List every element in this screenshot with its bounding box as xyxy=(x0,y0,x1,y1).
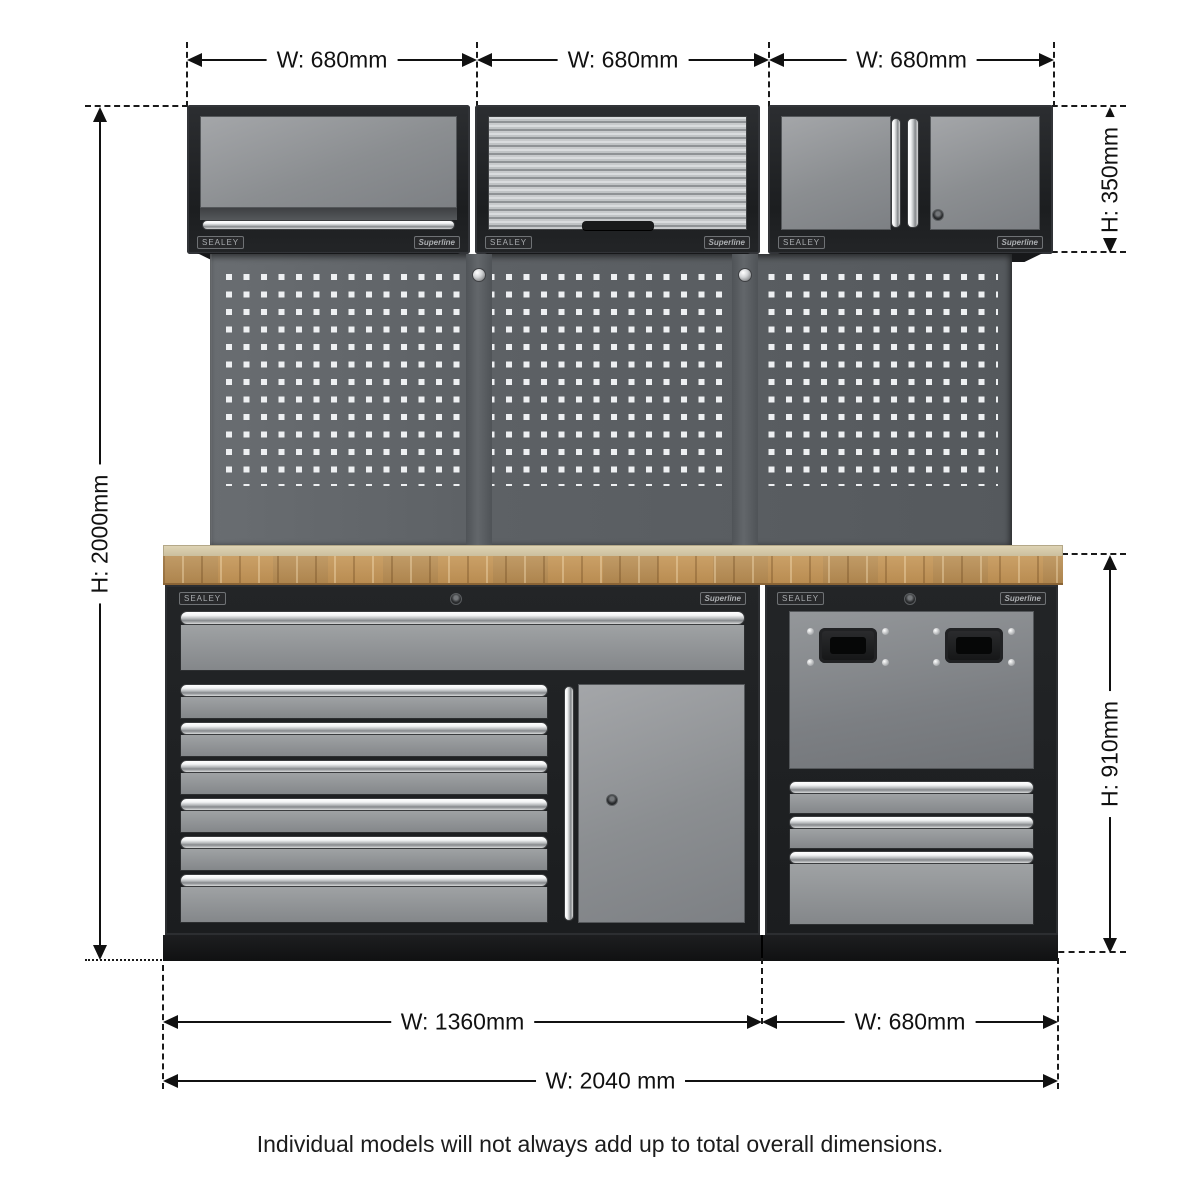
keyhole xyxy=(606,794,618,806)
drawer-front xyxy=(789,864,1034,925)
drawer xyxy=(180,760,548,795)
door-lower-trim xyxy=(200,208,457,220)
drawer-handle xyxy=(180,836,548,849)
screw xyxy=(882,628,889,635)
series-badge: Superline xyxy=(997,236,1043,249)
pegboard-seam xyxy=(466,254,492,545)
screw xyxy=(1008,659,1015,666)
drawer-front xyxy=(180,849,548,871)
cupboard-door xyxy=(578,684,745,923)
drawer-stack xyxy=(789,781,1034,925)
latch-plate xyxy=(945,628,1003,663)
dim-wall-cabinet-height xyxy=(1096,107,1123,253)
brand-badge: SEALEY xyxy=(179,592,226,605)
wall-cabinet-door-right xyxy=(930,116,1040,230)
fold-down-panel xyxy=(789,611,1034,769)
latch-handle xyxy=(807,624,889,668)
drawer-front xyxy=(180,735,548,757)
mounting-screw xyxy=(738,268,752,282)
base-unit-left xyxy=(165,585,760,935)
wall-cabinet-right xyxy=(768,105,1053,254)
dim-base-right-width xyxy=(762,1008,1058,1035)
dim-base-unit-height xyxy=(1096,555,1123,953)
screw xyxy=(933,659,940,666)
drawer-handle xyxy=(180,874,548,887)
drawer xyxy=(180,836,548,871)
dim-label: W: 680mm xyxy=(846,47,977,74)
roller-shutter xyxy=(488,116,747,230)
brand-badge: SEALEY xyxy=(777,592,824,605)
dim-top-width-module-2 xyxy=(477,46,769,73)
door-handle-right xyxy=(907,118,919,228)
brand-badge: SEALEY xyxy=(778,236,825,249)
door-handle-left xyxy=(891,118,901,228)
keyhole xyxy=(932,209,944,221)
screw xyxy=(882,659,889,666)
top-drawer xyxy=(180,611,745,671)
dim-label: W: 680mm xyxy=(845,1009,976,1036)
wall-cabinet-door-left xyxy=(781,116,891,230)
drawer xyxy=(180,874,548,923)
drawer xyxy=(180,684,548,719)
worktop-edge-grain xyxy=(163,556,1063,585)
door-handle-bar xyxy=(202,220,455,230)
drawer-handle xyxy=(789,816,1034,829)
brand-badge: SEALEY xyxy=(197,236,244,249)
worktop xyxy=(163,545,1063,585)
dim-total-width xyxy=(163,1067,1058,1094)
dim-label: H: 910mm xyxy=(1097,691,1124,817)
keyhole xyxy=(450,593,462,605)
drawer-handle xyxy=(180,798,548,811)
worktop-surface xyxy=(163,545,1063,556)
series-badge: Superline xyxy=(700,592,746,605)
base-unit-right xyxy=(765,585,1058,935)
dim-label: W: 2040 mm xyxy=(536,1068,686,1095)
cupboard-handle xyxy=(564,686,574,921)
drawer-handle xyxy=(180,611,745,625)
drawer-handle xyxy=(180,722,548,735)
dim-label: H: 350mm xyxy=(1097,117,1124,243)
drawer-front xyxy=(180,887,548,923)
drawer-front xyxy=(180,625,745,671)
brand-badge: SEALEY xyxy=(485,236,532,249)
series-badge: Superline xyxy=(414,236,460,249)
mounting-screw xyxy=(472,268,486,282)
screw xyxy=(807,628,814,635)
screw xyxy=(933,628,940,635)
drawer xyxy=(180,722,548,757)
dim-label: H: 2000mm xyxy=(87,464,114,603)
keyhole xyxy=(904,593,916,605)
pegboard-seam xyxy=(732,254,758,545)
screw xyxy=(807,659,814,666)
series-badge: Superline xyxy=(1000,592,1046,605)
drawer-front xyxy=(180,773,548,795)
screw xyxy=(1008,628,1015,635)
drawer-front xyxy=(180,811,548,833)
drawer-handle xyxy=(180,760,548,773)
pegboard-holes xyxy=(226,274,998,486)
drawer-handle xyxy=(789,781,1034,794)
drawer xyxy=(789,816,1034,849)
dim-label: W: 1360mm xyxy=(391,1009,535,1036)
pegboard xyxy=(210,254,1012,545)
drawer-front xyxy=(789,794,1034,814)
drawer xyxy=(789,851,1034,925)
dim-top-width-module-1 xyxy=(187,46,477,73)
drawer-stack xyxy=(180,684,548,923)
plinth xyxy=(163,935,1058,961)
drawer xyxy=(180,798,548,833)
dim-label: W: 680mm xyxy=(558,47,689,74)
wall-cabinet-left xyxy=(187,105,470,254)
shutter-handle xyxy=(582,221,654,230)
dim-overall-height xyxy=(86,107,113,960)
drawer-handle xyxy=(789,851,1034,864)
drawer-front xyxy=(789,829,1034,849)
dim-base-left-width xyxy=(163,1008,762,1035)
dim-label: W: 680mm xyxy=(267,47,398,74)
drawer-handle xyxy=(180,684,548,697)
latch-plate xyxy=(819,628,877,663)
cupboard xyxy=(562,684,745,923)
latch-handle xyxy=(933,624,1015,668)
wall-cabinet-middle xyxy=(475,105,760,254)
wall-cabinet-door xyxy=(200,116,457,208)
drawer xyxy=(789,781,1034,814)
drawer-front xyxy=(180,697,548,719)
series-badge: Superline xyxy=(704,236,750,249)
caption-text: Individual models will not always add up to total overall dimensions. xyxy=(256,1131,944,1157)
dim-top-width-module-3 xyxy=(769,46,1054,73)
